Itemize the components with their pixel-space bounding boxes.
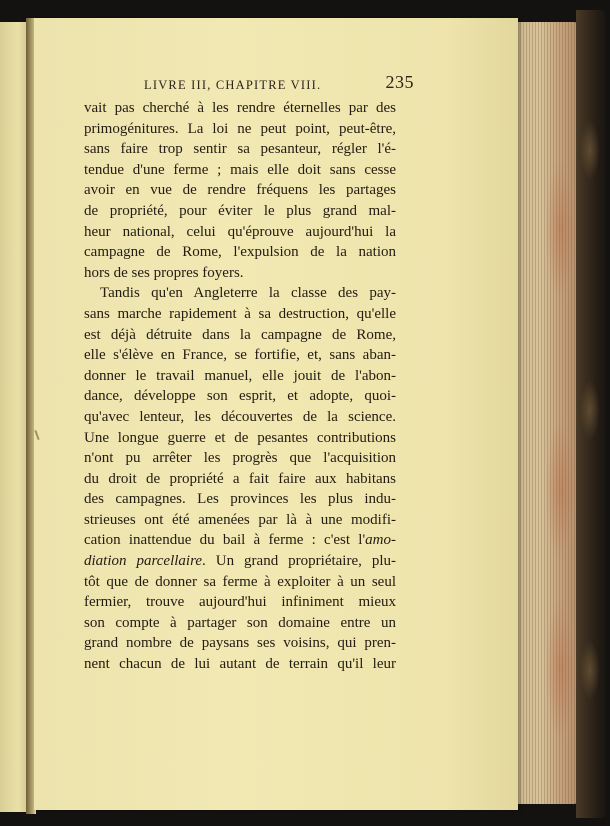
page-header: [94, 74, 414, 98]
edge-stain: [545, 420, 575, 560]
text-line: nent chacun de lui autant de terrain qu'il leur: [84, 656, 396, 673]
text-line: sans marche rapidement à sa destruction, qu'elle: [84, 305, 396, 322]
edge-stain: [545, 160, 575, 300]
text-line: heur national, celui qu'éprouve aujourd'hui la: [84, 223, 396, 240]
body-text: [84, 98, 396, 675]
text-line: vait pas cherché à les rendre éternelles par des: [84, 100, 396, 116]
text-line: n'ont pu arrêter les progrès que l'acquisition: [84, 450, 396, 467]
text-line: strieuses ont été amenées par là à une modifi-: [84, 511, 396, 528]
italic-run: amo-: [365, 532, 396, 549]
text-line: tendue d'une ferme ; mais elle doit sans cesse: [84, 161, 396, 178]
page-number: 235: [385, 72, 414, 92]
edge-stain: [545, 600, 575, 740]
cover-mottle: [580, 120, 600, 180]
text-line: du droit de propriété a fait faire aux habitans: [84, 470, 396, 487]
text-line-italic-mix: [84, 551, 396, 572]
text-line: des campagnes. Les provinces les plus indu-: [84, 491, 396, 508]
text-line: Tandis qu'en Angleterre la classe des pay-: [100, 285, 396, 302]
text-line: elle s'élève en France, se fortifie, et, sans aban-: [84, 347, 396, 364]
text-line: campagne de Rome, l'expulsion de la nation: [84, 244, 396, 261]
text-line-italic-mix: [84, 530, 396, 551]
text-line: est déjà détruite dans la campagne de Rome,: [84, 326, 396, 343]
text-line: son compte à partager son domaine entre un: [84, 614, 396, 631]
italic-run: diation parcellaire: [84, 553, 203, 570]
text-line: avoir en vue de rendre fréquens les partages: [84, 182, 396, 199]
text-line: qu'avec lenteur, les découvertes de la science.: [84, 408, 396, 425]
text-line: primogénitures. La loi ne peut point, peut-être,: [84, 120, 396, 137]
text-line: tôt que de donner sa ferme à exploiter à un seul: [84, 573, 396, 590]
text-run: cation inattendue du bail à ferme : c'est l': [84, 532, 366, 549]
text-line: Une longue guerre et de pesantes contributions: [84, 429, 396, 446]
text-run: . Un grand propriétaire, plu-: [202, 553, 396, 570]
text-line: hors de ses propres foyers.: [84, 264, 244, 281]
cover-mottle: [580, 640, 600, 700]
text-line: sans faire trop sentir sa pesanteur, régler l'é-: [84, 141, 396, 158]
text-line: donner le travail manuel, elle jouit de l'abon-: [84, 367, 396, 384]
running-title: LIVRE III, CHAPITRE VIII.: [144, 78, 322, 92]
cover-mottle: [580, 380, 600, 440]
text-line: dance, développe son esprit, et adopte, quoi-: [84, 388, 396, 405]
text-line: de propriété, pour éviter le plus grand mal-: [84, 202, 396, 219]
text-line: grand nombre de paysans ses voisins, qui pren-: [84, 635, 396, 652]
text-line: fermier, trouve aujourd'hui infiniment mieux: [84, 594, 396, 611]
